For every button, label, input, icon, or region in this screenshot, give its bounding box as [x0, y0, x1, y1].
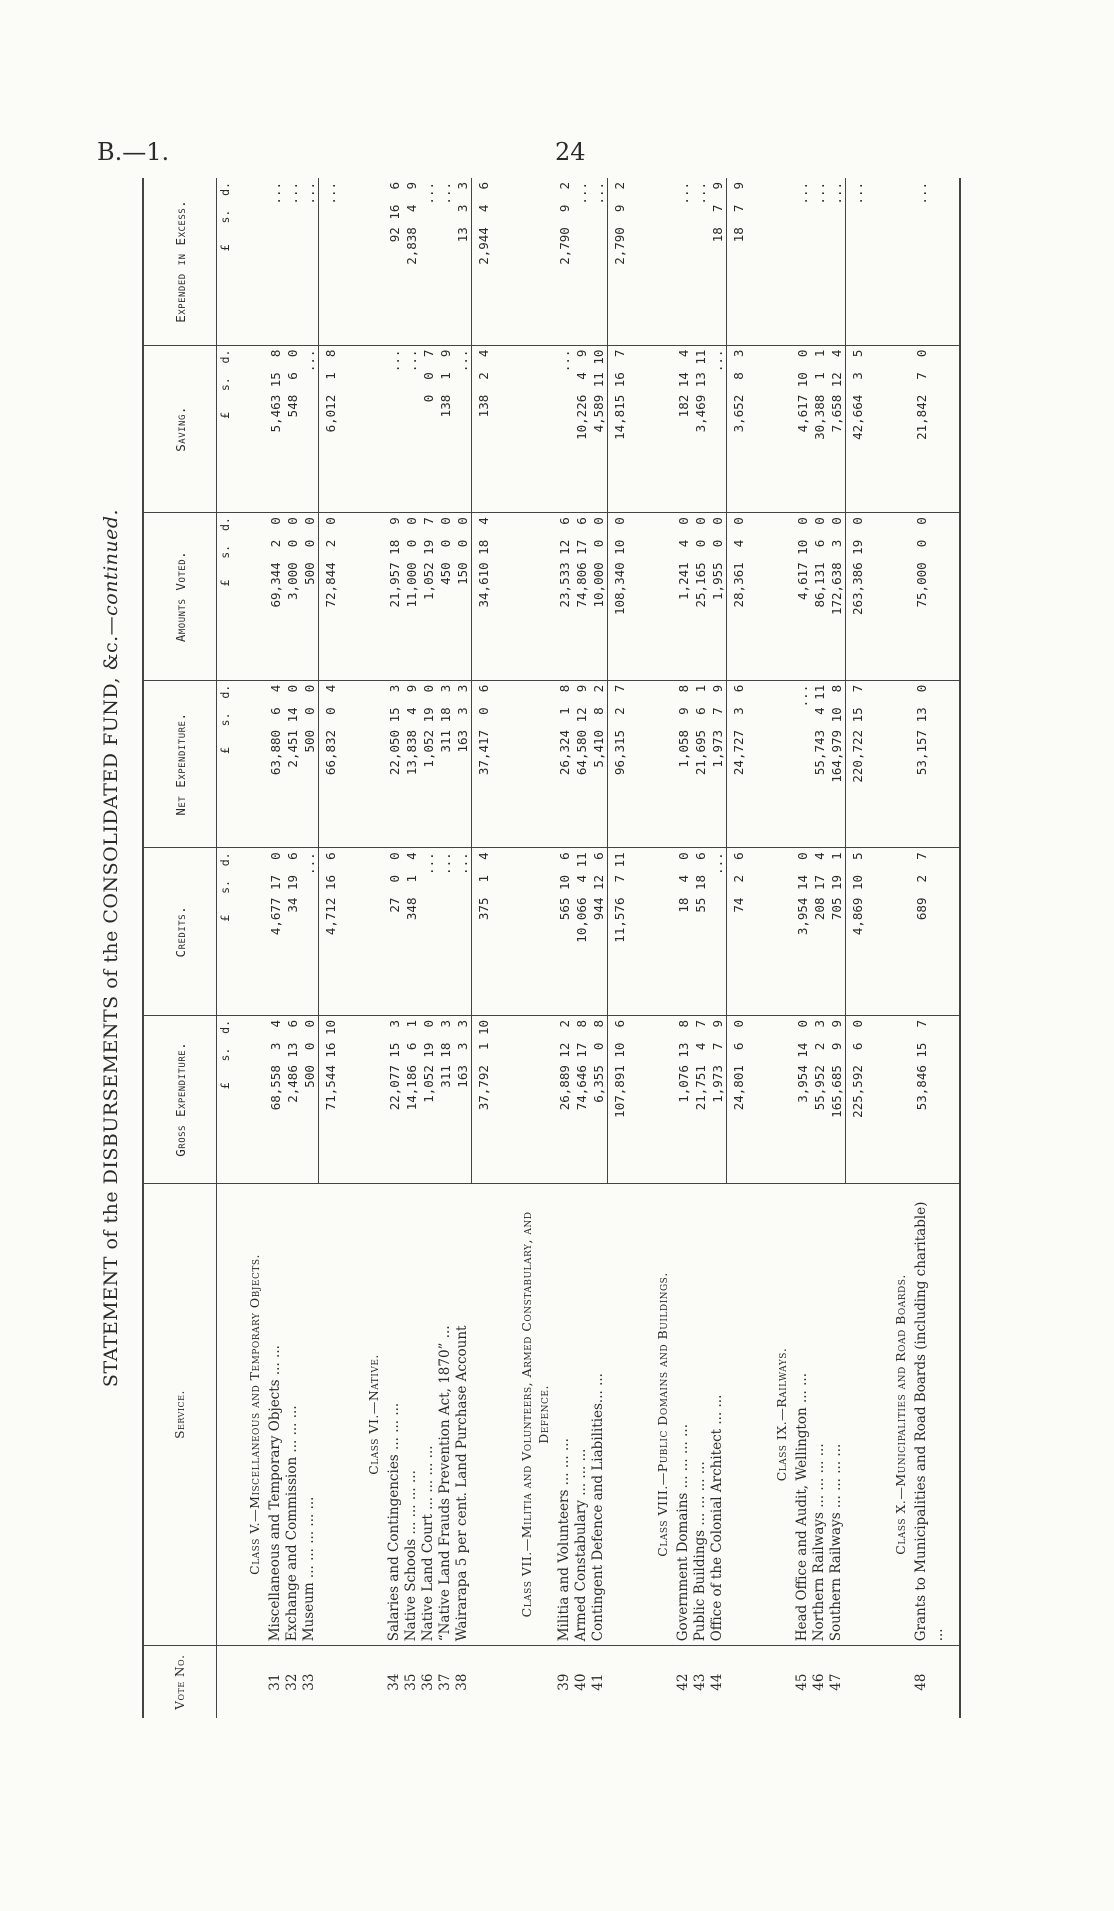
- empty-cell: [506, 1015, 556, 1183]
- service-name: Miscellaneous and Temporary Objects ... ...: [267, 1183, 284, 1646]
- unit-net: £ s. d.: [217, 680, 235, 848]
- table-body: [217, 178, 961, 1718]
- service-name: “Native Land Frauds Prevention Act, 1870” ...: [437, 1183, 454, 1646]
- empty-cell: [234, 680, 267, 848]
- class-heading: Class VI.—Native.: [353, 1183, 386, 1646]
- empty-cell: [880, 680, 913, 848]
- excess-value: ...: [812, 182, 827, 205]
- credits-value: 4,677 17 0: [267, 848, 284, 1016]
- empty-cell: [353, 680, 386, 848]
- empty-cell: [761, 680, 794, 848]
- service-name: Southern Railways ... ... ... ...: [828, 1183, 846, 1646]
- page-number: 24: [555, 138, 586, 166]
- table-row: [692, 178, 709, 1718]
- service-name: Armed Constabulary ... ... ...: [573, 1183, 590, 1646]
- class-heading: Class IX.—Railways.: [761, 1183, 794, 1646]
- voted-total: 108,340 10 0: [608, 513, 643, 681]
- credits-value: 348 1 4: [403, 848, 420, 1016]
- excess-value: ...: [574, 182, 589, 205]
- saving-value: 138 1 9: [437, 345, 454, 513]
- excess-value: 2,838 4 9: [404, 182, 419, 265]
- voted-value: 25,165 0 0: [692, 513, 709, 681]
- vote-number: 48: [913, 1646, 960, 1718]
- table-row: [454, 178, 472, 1718]
- net-value: 311 18 3: [437, 680, 454, 848]
- credits-value: 208 17 4: [811, 848, 828, 1016]
- class-heading: Class V.—Miscellaneous and Temporary Objects.: [234, 1183, 267, 1646]
- table-row: [675, 178, 692, 1718]
- credits-total: 4,712 16 6: [319, 848, 354, 1016]
- service-name: Salaries and Contingencies ... ... ...: [386, 1183, 403, 1646]
- class-total-row: [608, 178, 643, 1718]
- net-value: 500 0 0: [301, 680, 319, 848]
- voted-value: 69,344 2 0: [267, 513, 284, 681]
- service-cell-empty: [608, 1183, 643, 1646]
- empty-cell: [234, 513, 267, 681]
- vote-number: 37: [437, 1646, 454, 1718]
- table-row: [403, 178, 420, 1718]
- page-label: B.—1.: [97, 138, 170, 166]
- excess-value: ...: [438, 182, 453, 205]
- table-row: [284, 178, 301, 1718]
- net-value: ...: [794, 680, 811, 848]
- unit-gross: £ s. d.: [217, 1015, 235, 1183]
- empty-cell: [880, 345, 913, 513]
- saving-total: 138 2 4: [472, 345, 507, 513]
- class-heading-row: [353, 178, 386, 1718]
- excess-value: ...: [421, 182, 436, 205]
- voted-value: 450 0 0: [437, 513, 454, 681]
- disbursements-table: [142, 178, 961, 1718]
- empty-cell: [642, 178, 675, 345]
- empty-cell: [642, 1015, 675, 1183]
- service-cell-empty: [472, 1183, 507, 1646]
- net-value: 2,451 14 0: [284, 680, 301, 848]
- net-value: 26,324 1 8: [556, 680, 573, 848]
- credits-value: 3,954 14 0: [794, 848, 811, 1016]
- class-heading-row: [234, 178, 267, 1718]
- excess-value: ...: [268, 182, 283, 205]
- empty-cell: [353, 848, 386, 1016]
- credits-value: 34 19 6: [284, 848, 301, 1016]
- net-value: 13,838 4 9: [403, 680, 420, 848]
- statement-title: [100, 178, 122, 1718]
- net-value: 64,580 12 9: [573, 680, 590, 848]
- saving-value: ...: [454, 345, 472, 513]
- empty-cell: [761, 178, 794, 345]
- excess-total: ...: [319, 178, 354, 345]
- table-row: [573, 178, 590, 1718]
- vote-number: 31: [267, 1646, 284, 1718]
- empty-cell: [761, 345, 794, 513]
- credits-total: 375 1 4: [472, 848, 507, 1016]
- saving-value: 4,617 10 0: [794, 345, 811, 513]
- gross-value: 26,889 12 2: [556, 1015, 573, 1183]
- class-heading: Class X.—Municipalities and Road Boards.: [880, 1183, 913, 1646]
- credits-total: 74 2 6: [727, 848, 762, 1016]
- saving-value: 7,658 12 4: [828, 345, 846, 513]
- unit-voted: £ s. d.: [217, 513, 235, 681]
- net-total: 96,315 2 7: [608, 680, 643, 848]
- col-gross: Gross Expenditure.: [143, 1015, 217, 1183]
- saving-value: 3,469 13 11: [692, 345, 709, 513]
- vote-number: 32: [284, 1646, 301, 1718]
- service-cell-empty: [846, 1183, 881, 1646]
- units-row: [217, 178, 235, 1718]
- vote-cell-empty: [506, 1646, 556, 1718]
- excess-value: ...: [914, 182, 929, 205]
- excess-value: 13 3 3: [455, 182, 470, 243]
- class-heading-row: [880, 178, 913, 1718]
- empty-cell: [642, 848, 675, 1016]
- saving-value: 10,226 4 9: [573, 345, 590, 513]
- saving-value: ...: [301, 345, 319, 513]
- table-row: [811, 178, 828, 1718]
- vote-number: 42: [675, 1646, 692, 1718]
- credits-value: 689 2 7: [913, 848, 960, 1016]
- net-total: 66,832 0 4: [319, 680, 354, 848]
- service-name: Native Schools ... ... ... ...: [403, 1183, 420, 1646]
- vote-cell-empty: [846, 1646, 881, 1718]
- empty-cell: [642, 513, 675, 681]
- credits-value: ...: [454, 848, 472, 1016]
- empty-cell: [506, 178, 556, 345]
- saving-value: ...: [709, 345, 727, 513]
- voted-total: 72,844 2 0: [319, 513, 354, 681]
- class-heading-row: [642, 178, 675, 1718]
- voted-total: 34,610 18 4: [472, 513, 507, 681]
- empty-cell: [761, 1015, 794, 1183]
- net-total: 24,727 3 6: [727, 680, 762, 848]
- credits-value: ...: [437, 848, 454, 1016]
- net-value: 1,058 9 8: [675, 680, 692, 848]
- net-value: 55,743 4 11: [811, 680, 828, 848]
- empty-cell: [880, 178, 913, 345]
- unit-credits: £ s. d.: [217, 848, 235, 1016]
- empty-cell: [880, 513, 913, 681]
- class-heading-row: [761, 178, 794, 1718]
- credits-value: 10,066 4 11: [573, 848, 590, 1016]
- empty-cell: [234, 178, 267, 345]
- saving-value: 30,388 1 1: [811, 345, 828, 513]
- saving-value: 548 6 0: [284, 345, 301, 513]
- rotated-statement: [100, 178, 1020, 1718]
- vote-number: 33: [301, 1646, 319, 1718]
- service-name: Public Buildings ... ... ... ...: [692, 1183, 709, 1646]
- voted-value: 86,131 6 0: [811, 513, 828, 681]
- table-row: [913, 178, 960, 1718]
- vote-number: 38: [454, 1646, 472, 1718]
- voted-value: 500 0 0: [301, 513, 319, 681]
- vote-number: 36: [420, 1646, 437, 1718]
- voted-value: 75,000 0 0: [913, 513, 960, 681]
- excess-value: ...: [285, 182, 300, 205]
- net-value: 53,157 13 0: [913, 680, 960, 848]
- voted-value: 150 0 0: [454, 513, 472, 681]
- unit-excess: £ s. d.: [218, 182, 232, 252]
- vote-cell-empty: [727, 1646, 762, 1718]
- table-row: [828, 178, 846, 1718]
- vote-number: 43: [692, 1646, 709, 1718]
- vote-number: 39: [556, 1646, 573, 1718]
- gross-value: 1,052 19 0: [420, 1015, 437, 1183]
- table-row: [386, 178, 403, 1718]
- service-cell-empty: [319, 1183, 354, 1646]
- excess-value: ...: [591, 182, 606, 205]
- vote-cell-empty: [472, 1646, 507, 1718]
- excess-value: ...: [302, 182, 317, 205]
- vote-number: 47: [828, 1646, 846, 1718]
- net-value: 163 3 3: [454, 680, 472, 848]
- col-excess: Expended in Excess.: [143, 178, 217, 345]
- class-total-row: [846, 178, 881, 1718]
- voted-value: 4,617 10 0: [794, 513, 811, 681]
- empty-cell: [353, 1015, 386, 1183]
- table-row: [556, 178, 573, 1718]
- vote-number: 44: [709, 1646, 727, 1718]
- gross-value: 500 0 0: [301, 1015, 319, 1183]
- saving-value: ...: [403, 345, 420, 513]
- empty-cell: [761, 848, 794, 1016]
- empty-cell: [353, 513, 386, 681]
- gross-total: 71,544 16 10: [319, 1015, 354, 1183]
- gross-total: 107,891 10 6: [608, 1015, 643, 1183]
- gross-value: 68,558 3 4: [267, 1015, 284, 1183]
- table-row: [437, 178, 454, 1718]
- net-value: 1,052 19 0: [420, 680, 437, 848]
- saving-total: 14,815 16 7: [608, 345, 643, 513]
- service-name: Native Land Court ... ... ... ...: [420, 1183, 437, 1646]
- empty-cell: [353, 345, 386, 513]
- class-heading: Class VII.—Militia and Volunteers, Armed Constabulary, and Defence.: [506, 1183, 556, 1646]
- class-total-row: [727, 178, 762, 1718]
- saving-value: 4,589 11 10: [590, 345, 608, 513]
- class-heading-row: [506, 178, 556, 1718]
- gross-value: 74,646 17 8: [573, 1015, 590, 1183]
- vote-cell-empty: [880, 1646, 913, 1718]
- net-value: 22,050 15 3: [386, 680, 403, 848]
- col-credits: Credits.: [143, 848, 217, 1016]
- empty-cell: [234, 1015, 267, 1183]
- excess-total: ...: [846, 178, 881, 345]
- unit-saving: £ s. d.: [217, 345, 235, 513]
- saving-value: 21,842 7 0: [913, 345, 960, 513]
- credits-value: 944 12 6: [590, 848, 608, 1016]
- excess-total: 18 7 9: [727, 178, 762, 345]
- class-total-row: [472, 178, 507, 1718]
- saving-value: 5,463 15 8: [267, 345, 284, 513]
- empty-cell: [234, 345, 267, 513]
- voted-value: 74,806 17 6: [573, 513, 590, 681]
- table-row: [590, 178, 608, 1718]
- header-row: [143, 178, 217, 1718]
- empty-cell: [506, 848, 556, 1016]
- vote-cell-empty: [761, 1646, 794, 1718]
- col-service: Service.: [143, 1183, 217, 1646]
- table-row: [267, 178, 284, 1718]
- gross-value: 21,751 4 7: [692, 1015, 709, 1183]
- service-name: Northern Railways ... ... ... ...: [811, 1183, 828, 1646]
- net-value: 21,695 6 1: [692, 680, 709, 848]
- saving-value: ...: [386, 345, 403, 513]
- excess-total: 2,944 4 6: [472, 178, 507, 345]
- saving-total: 42,664 3 5: [846, 345, 881, 513]
- saving-total: 6,012 1 8: [319, 345, 354, 513]
- table-row: [709, 178, 727, 1718]
- empty-cell: [880, 1015, 913, 1183]
- credits-value: 55 18 6: [692, 848, 709, 1016]
- gross-value: 53,846 15 7: [913, 1015, 960, 1183]
- saving-value: ...: [556, 345, 573, 513]
- gross-value: 6,355 0 8: [590, 1015, 608, 1183]
- vote-number: 40: [573, 1646, 590, 1718]
- vote-cell-empty: [608, 1646, 643, 1718]
- voted-value: 1,052 19 7: [420, 513, 437, 681]
- service-name: Wairarapa 5 per cent. Land Purchase Account: [454, 1183, 472, 1646]
- col-vote-no: Vote No.: [143, 1646, 217, 1718]
- gross-value: 3,954 14 0: [794, 1015, 811, 1183]
- gross-value: 22,077 15 3: [386, 1015, 403, 1183]
- service-name: Exchange and Commission ... ... ...: [284, 1183, 301, 1646]
- voted-value: 3,000 0 0: [284, 513, 301, 681]
- net-total: 220,722 15 7: [846, 680, 881, 848]
- net-value: 164,979 10 8: [828, 680, 846, 848]
- service-name: Government Domains ... ... ... ...: [675, 1183, 692, 1646]
- excess-total: 2,790 9 2: [608, 178, 643, 345]
- voted-total: 263,386 19 0: [846, 513, 881, 681]
- net-value: 1,973 7 9: [709, 680, 727, 848]
- excess-value: 18 7 9: [710, 182, 725, 243]
- service-name: Office of the Colonial Architect ... ...: [709, 1183, 727, 1646]
- service-name: Museum ... ... ... ... ...: [301, 1183, 319, 1646]
- table-row: [420, 178, 437, 1718]
- voted-total: 28,361 4 0: [727, 513, 762, 681]
- voted-value: 21,957 18 9: [386, 513, 403, 681]
- gross-total: 37,792 1 10: [472, 1015, 507, 1183]
- empty-cell: [642, 345, 675, 513]
- gross-value: 165,685 9 9: [828, 1015, 846, 1183]
- empty-cell: [506, 513, 556, 681]
- excess-value: 2,790 9 2: [557, 182, 572, 265]
- vote-cell-empty: [319, 1646, 354, 1718]
- excess-value: ...: [795, 182, 810, 205]
- gross-total: 225,592 6 0: [846, 1015, 881, 1183]
- gross-value: 55,952 2 3: [811, 1015, 828, 1183]
- voted-value: 1,955 0 0: [709, 513, 727, 681]
- class-heading: Class VIII.—Public Domains and Buildings.: [642, 1183, 675, 1646]
- voted-value: 23,533 12 6: [556, 513, 573, 681]
- col-voted: Amounts Voted.: [143, 513, 217, 681]
- table-row: [794, 178, 811, 1718]
- empty-cell: [642, 680, 675, 848]
- net-total: 37,417 0 6: [472, 680, 507, 848]
- voted-value: 10,000 0 0: [590, 513, 608, 681]
- gross-value: 1,076 13 8: [675, 1015, 692, 1183]
- empty-cell: [506, 345, 556, 513]
- excess-value: ...: [676, 182, 691, 205]
- credits-value: 565 10 6: [556, 848, 573, 1016]
- vote-number: 45: [794, 1646, 811, 1718]
- voted-value: 172,638 3 0: [828, 513, 846, 681]
- service-name: Head Office and Audit, Wellington ... ...: [794, 1183, 811, 1646]
- vote-cell-empty: [234, 1646, 267, 1718]
- empty-cell: [880, 848, 913, 1016]
- col-saving: Saving.: [143, 345, 217, 513]
- statement-title-main: STATEMENT of the DISBURSEMENTS of the CONSOLIDATED FUND, &c.—: [100, 615, 122, 1388]
- saving-total: 3,652 8 3: [727, 345, 762, 513]
- empty-cell: [761, 513, 794, 681]
- credits-value: ...: [301, 848, 319, 1016]
- voted-value: 1,241 4 0: [675, 513, 692, 681]
- credits-total: 4,869 10 5: [846, 848, 881, 1016]
- gross-value: 163 3 3: [454, 1015, 472, 1183]
- vote-cell-empty: [642, 1646, 675, 1718]
- credits-total: 11,576 7 11: [608, 848, 643, 1016]
- empty-cell: [234, 848, 267, 1016]
- table-row: [301, 178, 319, 1718]
- gross-value: 311 18 3: [437, 1015, 454, 1183]
- excess-value: 92 16 6: [387, 182, 402, 243]
- excess-value: ...: [829, 182, 844, 205]
- vote-cell-empty: [353, 1646, 386, 1718]
- service-name: Grants to Municipalities and Road Boards (including charitable) ...: [913, 1183, 960, 1646]
- vote-number: 34: [386, 1646, 403, 1718]
- col-net: Net Expenditure.: [143, 680, 217, 848]
- credits-value: ...: [420, 848, 437, 1016]
- voted-value: 11,000 0 0: [403, 513, 420, 681]
- credits-value: ...: [709, 848, 727, 1016]
- gross-value: 2,486 13 6: [284, 1015, 301, 1183]
- gross-value: 14,186 6 1: [403, 1015, 420, 1183]
- empty-cell: [506, 680, 556, 848]
- credits-value: 705 19 1: [828, 848, 846, 1016]
- statement-title-continued: continued.: [100, 508, 122, 616]
- gross-value: 1,973 7 9: [709, 1015, 727, 1183]
- class-total-row: [319, 178, 354, 1718]
- vote-number: 35: [403, 1646, 420, 1718]
- credits-value: 18 4 0: [675, 848, 692, 1016]
- service-cell-empty: [727, 1183, 762, 1646]
- empty-cell: [353, 178, 386, 345]
- credits-value: 27 0 0: [386, 848, 403, 1016]
- net-value: 63,880 6 4: [267, 680, 284, 848]
- vote-number: 46: [811, 1646, 828, 1718]
- net-value: 5,410 8 2: [590, 680, 608, 848]
- service-name: Contingent Defence and Liabilities... ...: [590, 1183, 608, 1646]
- saving-value: 182 14 4: [675, 345, 692, 513]
- excess-value: ...: [693, 182, 708, 205]
- vote-number: 41: [590, 1646, 608, 1718]
- service-name: Militia and Volunteers ... ... ...: [556, 1183, 573, 1646]
- gross-total: 24,801 6 0: [727, 1015, 762, 1183]
- saving-value: 0 0 7: [420, 345, 437, 513]
